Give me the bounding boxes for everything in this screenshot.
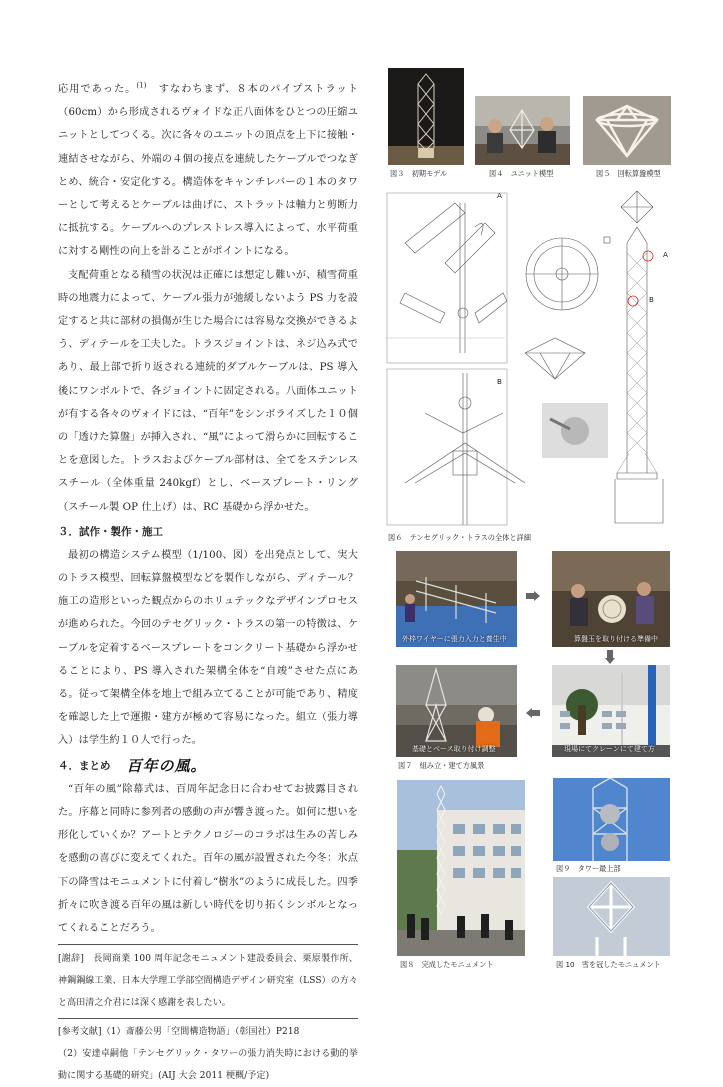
acknowledgement-box — [58, 944, 358, 1014]
arrow-down-icon — [605, 650, 615, 664]
tower-top-photo — [553, 778, 670, 861]
photo3-label: 基礎とベース取り付け調整 — [412, 745, 496, 753]
fig7-photo-abacus-prep — [552, 551, 670, 647]
fig5-abacus-model-photo — [583, 96, 671, 165]
fig9-tower-top-photo — [553, 778, 670, 861]
abacus-model-drawing — [583, 96, 671, 165]
fig6-caption: 図６ テンセグリック・トラスの全体と詳細 — [388, 533, 531, 542]
section-heading-4: ４．まとめ — [58, 759, 111, 772]
fig7-photo-cable-tension — [396, 551, 517, 647]
detail-b-label: B — [497, 377, 502, 386]
reference-marker: (1) — [136, 81, 147, 90]
arrow-right-icon — [526, 591, 540, 601]
detail-a-label: A — [497, 191, 502, 200]
assembly-photo-1 — [396, 551, 517, 647]
fig4-caption: 図４ ユニット模型 — [489, 169, 554, 178]
snow-monument-photo — [553, 877, 670, 956]
tensegrity-truss-drawing — [385, 183, 685, 529]
paragraph-construction: 最初の構造システム模型（1/100、図）を出発点として、実大のトラス模型、回転算盤模型などを製作しながら、ディテール？施工の造形といった観点からのホリュテックなデザインプロセスが進められた。今回のテセグリック・トラスの第一の特徴は、ケーブルを定着するベースプレートをコンクリート基礎から浮かせることにより、PS 導入された架構全体を“自竣”させた点にある。従って架構全体を地上で組み立てることが可能であり、精度を確認した上で運搬・建方が極めて容易になった。組立（張力導入）は学生約１０人で行った。 — [58, 549, 358, 747]
paragraph-summary: “百年の風”除幕式は、百周年記念日に合わせてお披露目された。序幕と同時に参列者の感動の声が響き渡った。如何に想いを形化していくか？アートとテクノロジーのコラボは生みの苦しみを感動の喜びに変えてくれた。百年の風が設置された今冬：氷点下の降雪はモニュメントに付着し“樹氷”のように成長した。四季折々に吹き渡る百年の風は新しい時代を切り拓くシンボルとなってくれることだろう。 — [58, 783, 358, 934]
arrow-left-icon — [526, 708, 540, 718]
reference-2: （2）安達卓嗣他「テンセグリック・タワーの張力消失時における動的挙動に関する基礎的研究」(AIJ 大会 2011 梗概/予定) — [58, 1049, 358, 1082]
fig8-caption: 図８ 完成したモニュメント — [400, 960, 494, 969]
acknowledgement-text: [謝辞] 長岡商業 100 周年記念モニュメント建設委員会、栗原製作所、神鋼鋼線工業、日本大学理工学部空間構造デザイン研究室（LSS）の方々と高田清之介君には深く感謝を表したい。 — [58, 954, 358, 1009]
hyakunen-no-kaze-logo: 百年の風。 — [126, 756, 207, 775]
paragraph-structure: 応用であった。$^{(1)}$ すなわちまず、８本のパイプストラット（60cm）から形成されるヴォイドな正八面体をひとつの圧縮ユニットとしてつくる。次に各々のユニットの頂点を上下に接触・連結させながら、外端の４個の接点を連続したケーブルでつなぎとめ、統合・安定化する。構造体をキャンチレバーの１本のタワーとして考えるとケーブルは曲げに、ストラットは軸力と剪断力に抵抗する。ケーブルへのプレストレス導入によって、水平荷重に対する剛性の向上を計ることがポイントになる。 — [58, 81, 358, 258]
fig5-caption: 図５ 回転算盤模型 — [596, 169, 661, 178]
photo2-label: 算盤玉を取り付ける準備中 — [574, 635, 658, 643]
fig3-caption: 図３ 初期モデル — [390, 169, 448, 178]
main-text-column — [58, 78, 358, 1087]
assembly-photo-2 — [552, 551, 670, 647]
fig9-caption: 図９ タワー最上部 — [556, 864, 621, 873]
fig7-photo-base-adjust — [396, 665, 517, 757]
references-box — [58, 1018, 358, 1087]
fig7-photo-crane-erection — [552, 665, 670, 757]
photo4-label: 現場にてクレーンにて建て方 — [564, 745, 655, 753]
fig3-initial-model-photo — [388, 68, 464, 165]
fig10-caption: 図 10 雪を冠したモニュメント — [556, 960, 661, 969]
tower-a-label: A — [663, 250, 668, 259]
fig6-truss-drawings — [385, 183, 685, 529]
paragraph-snow-load: 支配荷重となる積雪の状況は正確には想定し難いが、積雪荷重時の地震力によって、ケーブル張力が弛緩しないよう PS 力を設定すると共に部材の損傷が生じた場合には容易な交換ができるよう、ディテールを工夫した。トラスジョイントは、ネジ込み式であり、最上部で折り返される連続的ダブルケーブルは、PS 導入後にワンボルトで、各ジョイントに固定される。八面体ユニットが有する各々のヴォイドには、“百年”をシンボライズした１０個の「透けた算盤」が挿入され、“風”によって滑らかに回転することを意図した。トラスおよびケーブル部材は、全てをステンレススチール（全体重量 240kgf）とし、ベースプレート・リング（スチール製 OP 仕上げ）は、RC 基礎から浮かせた。 — [58, 269, 358, 513]
monument-photo — [397, 780, 525, 956]
fig7-caption: 図７ 組み立・建て方風景 — [398, 761, 485, 770]
reference-1: [参考文献]（1）斎藤公男「空間構造物語」（彰国社）P218 — [58, 1027, 300, 1038]
fig8-finished-monument-photo — [397, 780, 525, 956]
fig10-snow-monument-photo — [553, 877, 670, 956]
fig4-unit-model-photo — [475, 96, 570, 165]
unit-model-scene — [475, 96, 570, 165]
photo1-label: 外枠ワイヤーに張力入力と養生中 — [402, 635, 507, 643]
tower-model-drawing — [388, 68, 464, 165]
tower-b-label: B — [649, 295, 654, 304]
section-heading-3: ３．試作・製作・施工 — [58, 525, 163, 538]
